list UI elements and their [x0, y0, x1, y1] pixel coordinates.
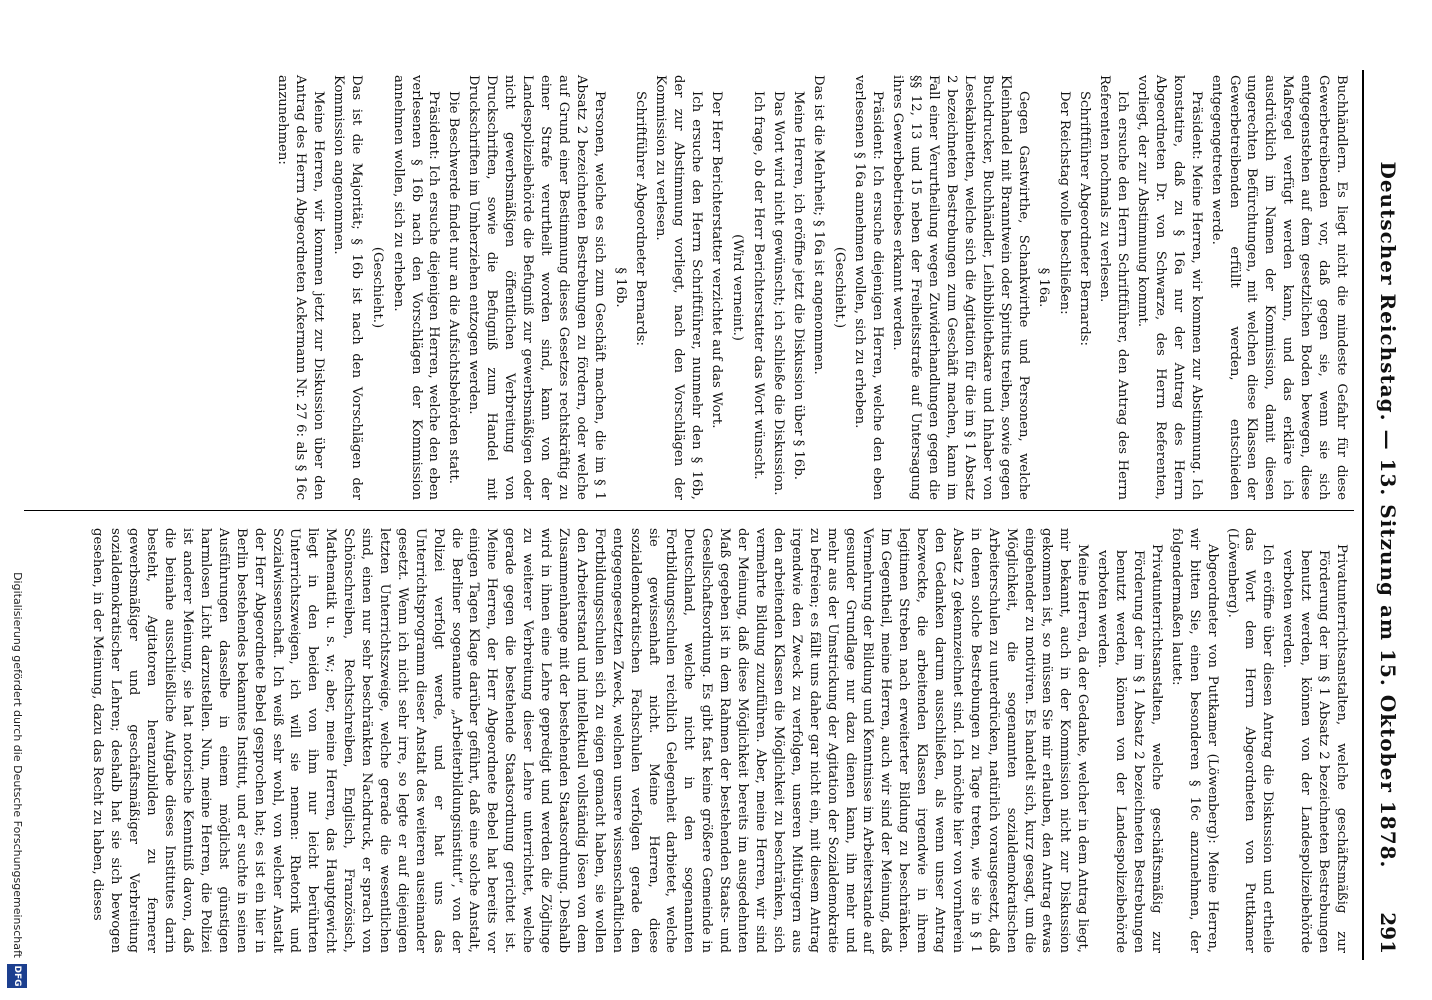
page-header [1362, 70, 1412, 960]
paragraph: Privatunterrichtsanstalten, welche geschäftsmäßig zur Förderung der im § 1 Absatz 2 bezeichneten Bestrebungen benutzt werden, können von der Landespolizeibehörde verboten werden. [1095, 544, 1164, 953]
running-title: Deutscher Reichstag. — 13. Sitzung am 15. Oktober 1878. [1376, 161, 1400, 869]
paragraph: Ich frage, ob der Herr Berichterstatter das Wort wünscht. [750, 91, 766, 480]
paragraph: Ich ersuche den Herrn Schriftführer, den Antrag des Herrn Referenten nochmals zu verlesen. [1097, 75, 1131, 500]
paragraph: Der Reichstag wolle beschließen: [1057, 91, 1073, 315]
paragraph: Ich eröffne über diesen Antrag die Diskussion und ertheile das Wort dem Herrn Abgeordneten von Puttkamer (Löwenberg). [1224, 528, 1276, 953]
column-divider [24, 510, 1354, 511]
page-number: 291 [1376, 912, 1400, 954]
paragraph: Schriftführer Abgeordneter Bernards: [633, 91, 649, 346]
paragraph: Präsident: Meine Herren, wir kommen zur Abstimmung. Ich konstatire, daß zu § 16a nur der Antrag des Herrn Abgeordneten Dr. von Schwarze, des Herrn Referenten, vorliegt, der zur Abstimmung kommt. [1135, 75, 1204, 500]
paragraph: Schriftführer Abgeordneter Bernards: [1077, 91, 1093, 346]
paragraph: Gegen Gastwirthe, Schankwirthe und Personen, welche Kleinhandel mit Branntwein oder Spiritus treiben, sowie gegen Buchdrucker, Buchhändler, Leihbibliothekare und Inhaber von Lesekabinetten, welche sich die Agitation für die im § 1 Absatz 2 bezeichneten Bestrebungen zum Geschäft machen, kann im Fall einer Verurtheilung wegen Zuwiderhandlungen gegen die §§ 12, 13 und 15 neben der Freiheitsstrafe auf Untersagung ihres Gewerbebetriebes erkannt werden. [890, 75, 1031, 500]
paragraph: Präsident: Ich ersuche diejenigen Herren, welche den eben verlesenen § 16b nach den Vorschlägen der Kommission annehmen wollen, sich zu erheben. [390, 75, 442, 500]
paragraph: Die Beschwerde findet nur an die Aufsichtsbehörden statt. [446, 91, 462, 484]
paragraph: Abgeordneter von Puttkamer (Löwenberg): Meine Herren, wir bitten Sie, einen besonderen § 16c anzunehmen, der folgendermaßen lautet: [1168, 528, 1220, 953]
paragraph: § 16b. [612, 267, 628, 308]
paragraph: Buchhändlern. Es liegt nicht die mindeste Gefahr für diese Gewerbetreibenden vor, daß gegen sie, wenn sie sich entgegenstehen auf dem gesetzlichen Boden bewegen, diese Maßregel verfügt werden kann, und das erkläre ich ausdrücklich im Namen der Kommission, damit diesen ungerechten Befürchtungen, mit welchen diese Klassen der Gewerbetreibenden erfüllt werden, entschieden entgegengetreten werde. [1208, 75, 1349, 500]
left-column [271, 75, 1350, 500]
digitization-note: Digitalisierung gefördert durch die Deutsche Forschungsgemeinschaft [11, 572, 24, 958]
paragraph: Das Wort wird nicht gewünscht; ich schließe die Diskussion. [770, 91, 786, 496]
paragraph: Das ist die Majorität; § 16b ist nach den Vorschlägen der Kommission angenommen. [330, 75, 364, 500]
paragraph: Privatunterrichtsanstalten, welche geschäftsmäßig zur Förderung der im § 1 Absatz 2 bezeichneten Bestrebungen benutzt werden, können von der Landespolizeibehörde verboten werden. [1280, 544, 1349, 953]
paragraph: Ich ersuche den Herrn Schriftführer, nunmehr den § 16b, der zur Abstimmung vorliegt, nach den Vorschlägen der Kommission zu verlesen. [653, 75, 705, 500]
paragraph: Personen, welche es sich zum Geschäft machen, die im § 1 Absatz 2 bezeichneten Bestrebungen zu fördern, oder welche auf Grund einer Bestimmung dieses Gesetzes rechtskräftig zu einer Strafe verurtheilt worden sind, kann von der Landespolizeibehörde die Befugniß zur gewerbsmäßigen oder nicht gewerbsmäßigen öffentlichen Verbreitung von Druckschriften, sowie die Befugniß zum Handel mit Druckschriften im Umherziehen entzogen werden. [466, 75, 607, 500]
paragraph: § 16a. [1036, 267, 1052, 308]
paragraph: Der Herr Berichterstatter verzichtet auf das Wort. [709, 91, 725, 429]
paragraph: (Geschieht.) [369, 246, 385, 329]
paragraph: Meine Herren, ich eröffne jetzt die Diskussion über § 16b. [790, 91, 806, 480]
dfg-logo: DFG [7, 964, 27, 988]
paragraph: (Wird verneint.) [730, 234, 745, 341]
right-column [87, 528, 1350, 953]
paragraph: Meine Herren, wir kommen jetzt zur Diskussion über den Antrag des Herrn Abgeordneten Ackermann Nr. 27 6: als § 16c anzunehmen: [275, 75, 327, 500]
digitization-credit [5, 572, 27, 988]
paragraph: Das ist die Mehrheit; § 16a ist angenommen. [810, 75, 826, 375]
paragraph: Präsident: Ich ersuche diejenigen Herren, welche den eben verlesenen § 16a annehmen wollen, sich zu erheben. [852, 75, 886, 500]
paragraph: (Geschieht.) [831, 246, 847, 329]
paragraph: Meine Herren, da der Gedanke, welcher in dem Antrag liegt, mir bekannt, auch in der Kommission nicht zur Diskussion gekommen ist, so müssen Sie mir erlauben, den Antrag etwas eingehender zu motiviren. Es handelt sich, kurz gesagt, um die Möglichkeit, die sogenannten sozialdemokratischen Arbeiterschulen zu unterdrücken, natürlich vorausgesetzt, daß in denen solche Bestrebungen zu Tage treten, wie sie in § 1 Absatz 2 gekennzeichnet sind. Ich möchte hier von vornherein den Gedanken darum ausschließen, als wenn unser Antrag bezweckte, die arbeitenden Klassen irgendwie in ihrem legitimen Streben nach erweiterter Bildung zu beschränken. Im Gegentheil, meine Herren, auch wir sind der Meinung, daß Vermehrung der Bildung und Kenntnisse im Arbeiterstande auf gesunder Grundlage nur dazu dienen kann, ihn mehr und mehr aus der Umstrickung der Agitation der Sozialdemokratie zu befreien; es fällt uns daher gar nicht ein, mit diesem Antrag irgendwie den Zweck zu verfolgen, unseren Mitbürgern aus den arbeitenden Klassen die Möglichkeit zu beschränken, sich vermehrte Bildung zuzuführen. Aber, meine Herren, wir sind der Meinung, daß diese Möglichkeit bereits im ausgedehnten Maß gegeben ist in dem Rahmen der bestehenden Staats- und Gesellschaftsordnung. Es gibt fast keine größere Gemeinde in Deutschland, welche nicht in den sogenannten Fortbildungsschulen reichlich Gelegenheit darbietet, welche sie gewissenhaft nicht. Meine Herren, diese sozialdemokratischen Fachschulen verfolgen gerade den entgegengesetzten Zweck, welchen unsere wissenschaftlichen Fortbildungsschulen sich zu eigen gemacht haben, sie wollen den Arbeiterstand und intellektuell vollständig lösen von dem Zusammenhange mit der bestehenden Staatsordnung. Deshalb wird in ihnen eine Lehre gepredigt und werden die Zöglinge zu weiterer Verbreitung dieser Lehre unterrichtet, welche gerade gegen die bestehende Staatsordnung gerichtet ist. Meine Herren, der Herr Abgeordnete Bebel hat bereits vor einigen Tagen Klage darüber geführt, daß eine solche Anstalt, die Berliner sogenannte „Arbeiterbildungsinstitut“, von der Polizei verfolgt werde, und er hat uns das Unterrichtsprogramm dieser Anstalt des weiteren auseinander gesetzt. Wenn ich nicht sehr irre, so legte er auf diejenigen letzten Unterrichtszweige, welche gerade die wesentlichen sind, einen nur sehr beschränkten Nachdruck, er sprach von Schönschreiben, Rechtschreiben, Englisch, Französisch, Mathematik u. s. w.; aber, meine Herren, das Hauptgewicht liegt in den beiden von ihm nur leicht berührten Unterrichtszweigen, ich will sie nennen: Rhetorik und Sozialwissenschaft. Ich weiß sehr wohl, von welcher Anstalt der Herr Abgeordnete Bebel gesprochen hat; es ist ein hier in Berlin bestehendes bekanntes Institut, und er suchte in seinen Ausführungen dasselbe in einem möglichst günstigen harmlosen Licht darzustellen. Nun, meine Herren, die Polizei ist anderer Meinung, sie hat notorische Kenntniß davon, daß die beinahe ausschließliche Aufgabe dieses Institutes darin besteht, Agitatoren heranzubilden zu fernerer gewerbsmäßiger und geschäftsmäßiger Verbreitung sozialdemokratischer Lehren; deshalb hat sie sich bewogen gesehen, in der Meinung, dazu das Recht zu haben, dieses [90, 528, 1091, 953]
